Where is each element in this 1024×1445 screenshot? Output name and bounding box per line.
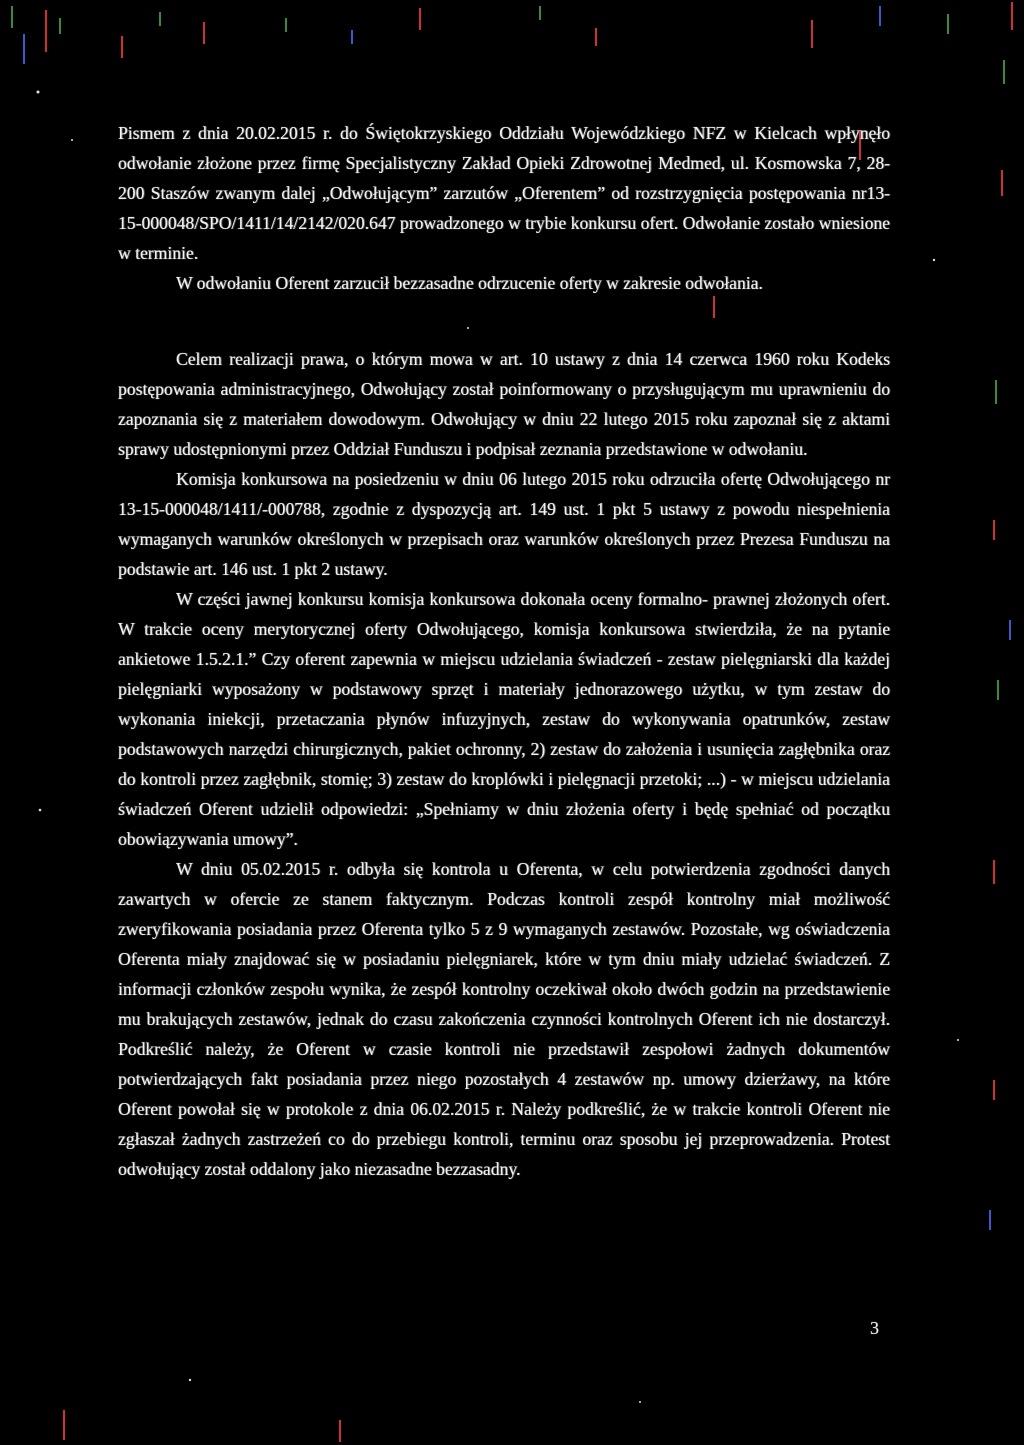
paragraph-formal-assessment: W części jawnej konkursu komisja konkursowa dokonała oceny formalno- prawnej złożonych ofert. W trakcie oceny merytorycznej oferty Odwołującego, komisja konkursowa stwierdziła, że na pytanie ankietowe 1.5.2.1.” Czy oferent zapewnia w miejscu udzielania świadczeń - zestaw pielęgniarski dla każdej pielęgniarki wyposażony w podstawowy sprzęt i materiały jednorazowego użytku, w tym zestaw do wykonania iniekcji, przetaczania płynów infuzyjnych, zestaw do wykonywania opatrunków, zestaw podstawowych narzędzi chirurgicznych, pakiet ochronny, 2) zestaw do założenia i usunięcia zagłębnika oraz do kontroli przez zagłębnik, stomię; 3) zestaw do kroplówki i pielęgnacji przetoki; ...) - w miejscu udzielania świadczeń Oferent udzielił odpowiedzi: „Spełniamy w dniu złożenia oferty i będę spełniać od początku obowiązywania umowy”. <box>118 589 890 849</box>
page-number: 3 <box>870 1318 879 1338</box>
paragraph-appeal-claim: W odwołaniu Oferent zarzucił bezzasadne odrzucenie oferty w zakresie odwołania. <box>176 273 763 293</box>
paragraph-evidence-access: Celem realizacji prawa, o którym mowa w art. 10 ustawy z dnia 14 czerwca 1960 roku Kodeks postępowania administracyjnego, Odwołujący został poinformowany o przysługującym mu uprawnieniu do zapoznania się z materiałem dowodowym. Odwołujący w dniu 22 lutego 2015 roku zapoznał się z aktami sprawy udostępnionymi przez Oddział Funduszu i podpisał zeznania przedstawione w odwołaniu. <box>118 349 890 459</box>
paragraph-inspection: W dniu 05.02.2015 r. odbyła się kontrola u Oferenta, w celu potwierdzenia zgodności danych zawartych w ofercie ze stanem faktycznym. Podczas kontroli zespół kontrolny miał możliwość zweryfikowania posiadania przez Oferenta tylko 5 z 9 wymaganych zestawów. Pozostałe, wg oświadczenia Oferenta miały znajdować się w posiadaniu pielęgniarek, które w tym dniu miały udzielać świadczeń. Z informacji członków zespołu wynika, że zespół kontrolny oczekiwał około dwóch godzin na przedstawienie mu brakujących zestawów, jednak do czasu zakończenia czynności kontrolnych Oferent ich nie dostarczył. Podkreślić należy, że Oferent w czasie kontroli nie przedstawił zespołowi żadnych dokumentów potwierdzających fakt posiadania przez niego pozostałych 4 zestawów np. umowy dzierżawy, na które Oferent powołał się w protokole z dnia 06.02.2015 r. Należy podkreślić, że w trakcie kontroli Oferent nie zgłaszał żadnych zastrzeżeń co do przebiegu kontroli, terminu oraz sposobu jej przeprowadzenia. Protest odwołujący został oddalony jako niezasadne bezzasadny. <box>118 859 890 1179</box>
paragraph-appeal-intro: Pismem z dnia 20.02.2015 r. do Świętokrzyskiego Oddziału Wojewódzkiego NFZ w Kielcach wpłynęło odwołanie złożone przez firmę Specjalistyczny Zakład Opieki Zdrowotnej Medmed, ul. Kosmowska 7, 28-200 Staszów zwanym dalej „Odwołującym” zarzutów „Oferentem” od rozstrzygnięcia postępowania nr13-15-000048/SPO/1411/14/2142/020.647 prowadzonego w trybie konkursu ofert. Odwołanie zostało wniesione w terminie. <box>118 123 890 263</box>
paragraph-commission-decision: Komisja konkursowa na posiedzeniu w dniu 06 lutego 2015 roku odrzuciła ofertę Odwołującego nr 13-15-000048/1411/-000788, zgodnie z dyspozycją art. 149 ust. 1 pkt 5 ustawy z powodu niespełnienia wymaganych warunków określonych w przepisach oraz warunków określonych przez Prezesa Funduszu na podstawie art. 146 ust. 1 pkt 2 ustawy. <box>118 469 890 579</box>
document-page <box>118 118 890 1184</box>
